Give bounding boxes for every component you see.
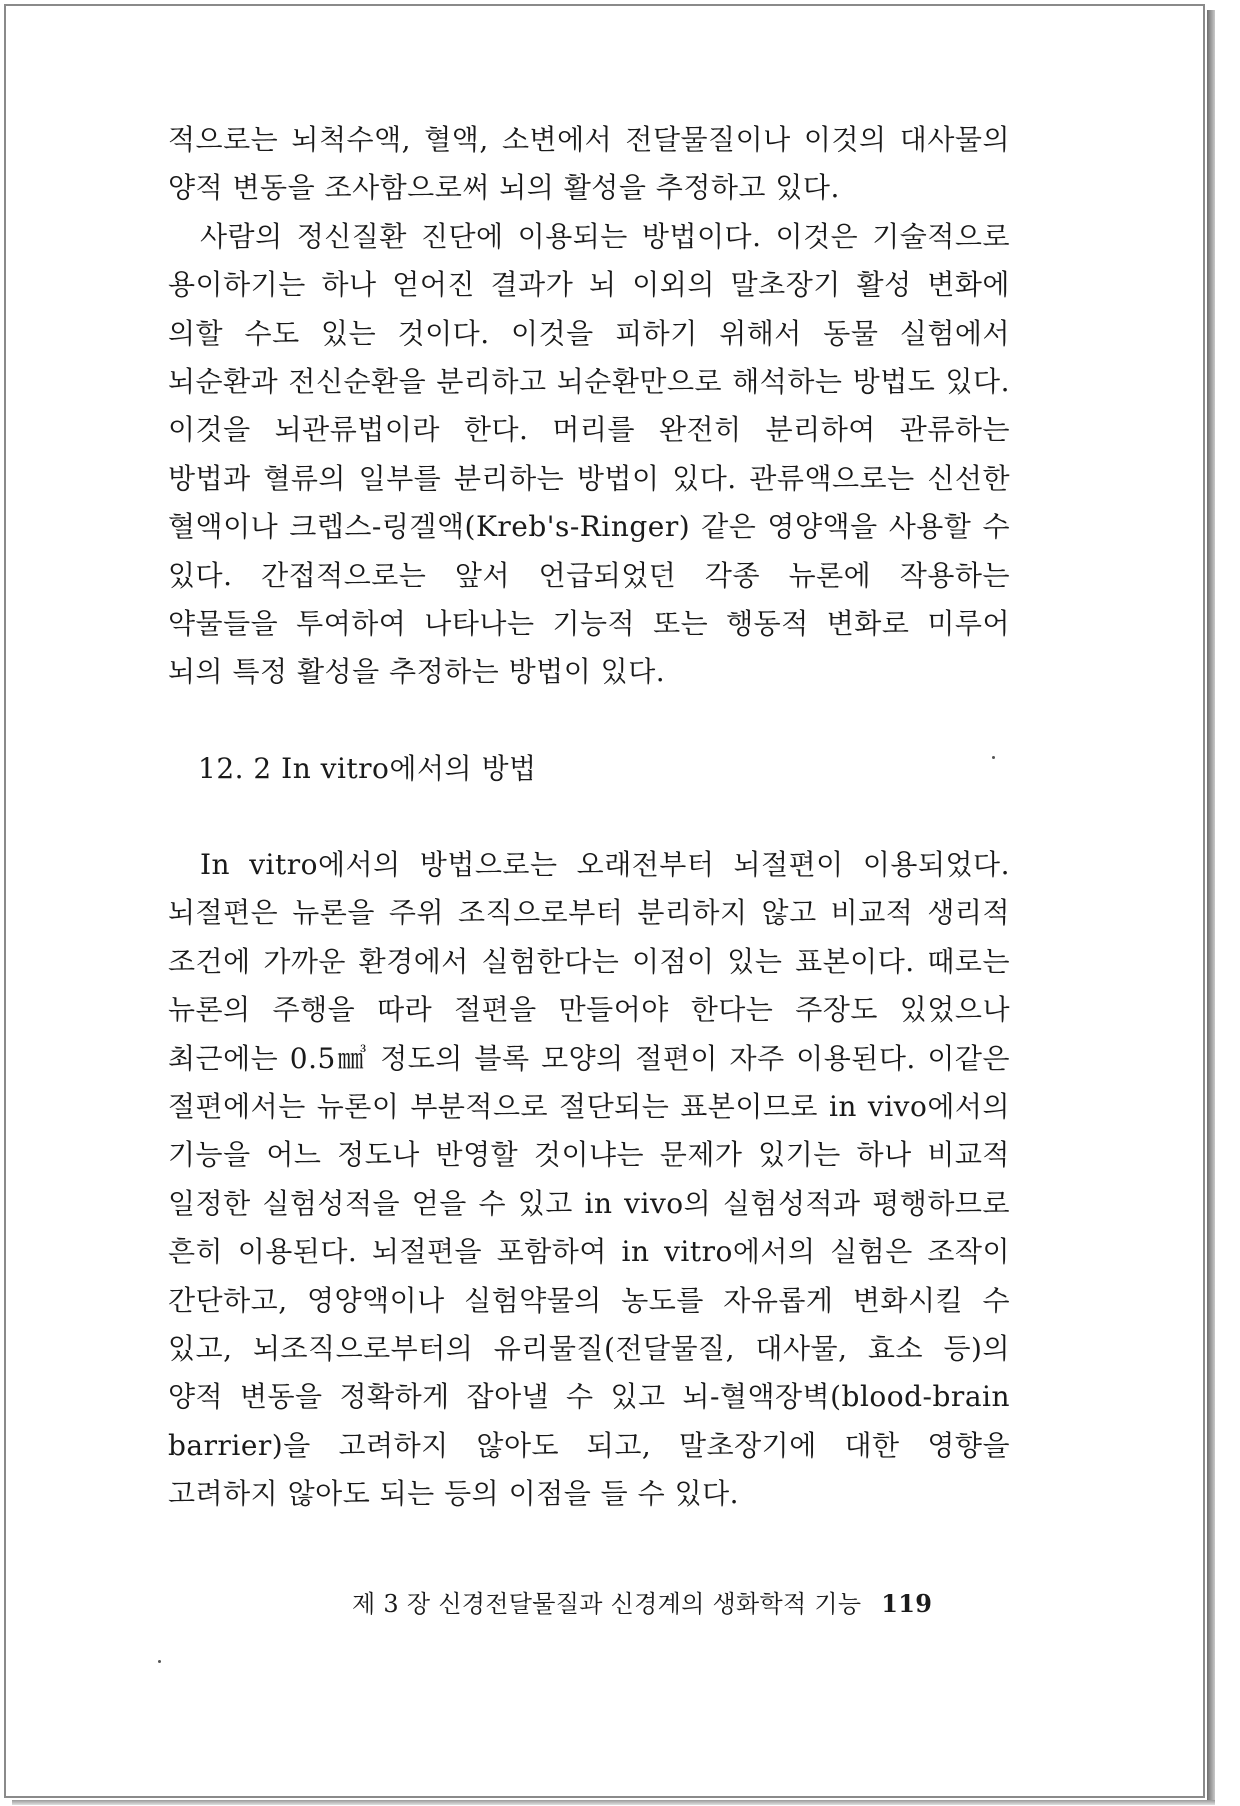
page-body bbox=[168, 116, 1010, 1519]
page-edge-shadow bbox=[1207, 10, 1215, 1800]
scan-speck bbox=[992, 756, 995, 759]
chapter-title: 제 3 장 신경전달물질과 신경계의 생화학적 기능 bbox=[352, 1590, 862, 1618]
paragraph-continuation: 적으로는 뇌척수액, 혈액, 소변에서 전달물질이나 이것의 대사물의 양적 변동을 조사함으로써 뇌의 활성을 추정하고 있다. bbox=[168, 123, 1010, 205]
page-number: 119 bbox=[881, 1589, 933, 1618]
section-heading: 12. 2 In vitro에서의 방법 bbox=[198, 751, 537, 785]
paragraph-in-vitro: In vitro에서의 방법으로는 오래전부터 뇌절편이 이용되었다. 뇌절편은 뉴론을 주위 조직으로부터 분리하지 않고 비교적 생리적 조건에 가까운 환경에서 실험한다는 이점이 있는 표본이다. 때로는 뉴론의 주행을 따라 절편을 만들어야 한다는 주장도 있었으나 최근에는 0.5㎣ 정도의 블록 모양의 절편이 자주 이용된다. 이같은 절편에서는 뉴론이 부분적으로 절단되는 표본이므로 in vivo에서의 기능을 어느 정도나 반영할 것이냐는 문제가 있기는 하나 비교적 일정한 실험성적을 얻을 수 있고 in vivo의 실험성적과 평행하므로 흔히 이용된다. 뇌절편을 포함하여 in vitro에서의 실험은 조작이 간단하고, 영양액이나 실험약물의 농도를 자유롭게 변화시킬 수 있고, 뇌조직으로부터의 유리물질(전달물질, 대사물, 효소 등)의 양적 변동을 정확하게 잡아낼 수 있고 뇌-혈액장벽(blood-brain barrier)을 고려하지 않아도 되고, 말초장기에 대한 영향을 고려하지 않아도 되는 등의 이점을 들 수 있다. bbox=[168, 847, 1010, 1511]
page-footer bbox=[352, 1586, 972, 1622]
scan-speck bbox=[158, 1660, 161, 1663]
paragraph-perfusion: 사람의 정신질환 진단에 이용되는 방법이다. 이것은 기술적으로 용이하기는 하나 얻어진 결과가 뇌 이외의 말초장기 활성 변화에 의할 수도 있는 것이다. 이것을 피하기 위해서 동물 실험에서 뇌순환과 전신순환을 분리하고 뇌순환만으로 해석하는 방법도 있다. 이것을 뇌관류법이라 한다. 머리를 완전히 분리하여 관류하는 방법과 혈류의 일부를 분리하는 방법이 있다. 관류액으로는 신선한 혈액이나 크렙스-링겔액(Kreb's-Ringer) 같은 영양액을 사용할 수 있다. 간접적으로는 앞서 언급되었던 각종 뉴론에 작용하는 약물들을 투여하여 나타나는 기능적 또는 행동적 변화로 미루어 뇌의 특정 활성을 추정하는 방법이 있다. bbox=[168, 219, 1010, 689]
page-bottom-shadow bbox=[12, 1800, 1215, 1805]
